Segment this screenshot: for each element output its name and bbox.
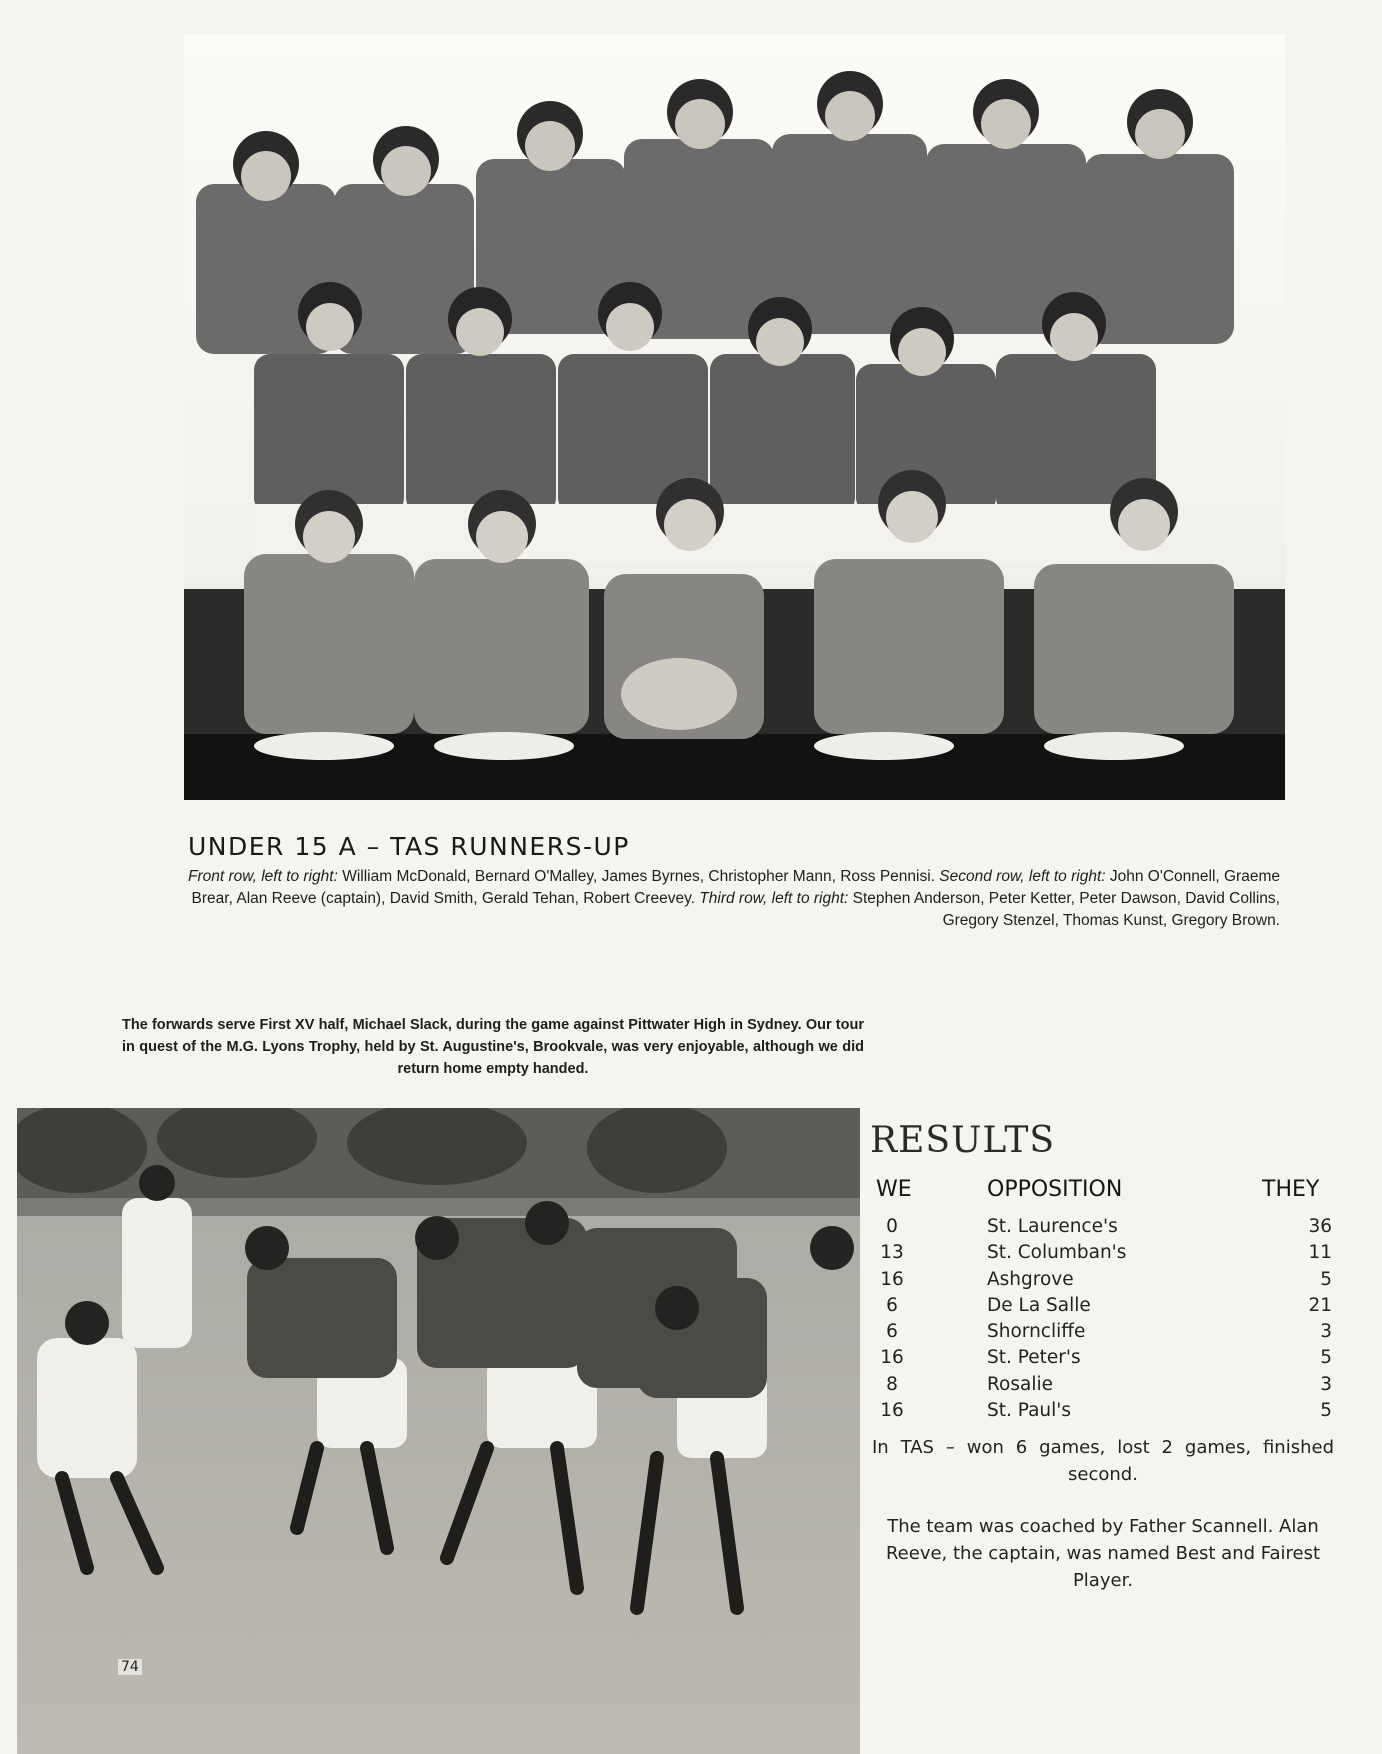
results-opposition: St. Columban's [987,1242,1127,1264]
results-we-score: 16 [880,1400,904,1422]
match-photo-caption: The forwards serve First XV half, Michael Slack, during the game against Pittwater High in Sydney. Our tour in quest of the M.G. Lyons Trophy, held by St. Augustine's, Brookvale, was very enjoyable, although we did return home empty handed. [122,1017,864,1077]
results-table [872,1216,1332,1426]
results-row [872,1295,1332,1321]
page-number: 74 [118,1659,142,1675]
results-we-score: 8 [886,1373,898,1395]
results-opposition: Rosalie [987,1373,1053,1395]
results-we-score: 6 [886,1321,898,1343]
results-opposition: Shorncliffe [987,1321,1086,1343]
results-opposition: Ashgrove [987,1268,1074,1290]
results-row [872,1347,1332,1373]
results-we-score: 16 [880,1347,904,1369]
results-row [872,1321,1332,1347]
results-opposition: St. Paul's [987,1400,1072,1422]
results-we-score: 16 [880,1268,904,1290]
coach-note: The team was coached by Father Scannell. Alan Reeve, the captain, was named Best and Fairest Player. [885,1516,1321,1591]
team-photograph [184,34,1285,800]
results-they-score: 5 [1320,1268,1332,1290]
results-they-score: 5 [1320,1400,1332,1422]
match-photo-image [17,1108,860,1754]
season-summary: In TAS – won 6 games, lost 2 games, finished second. [872,1437,1334,1485]
third-row-label: Third row, left to right: [699,890,849,907]
front-row-names: William McDonald, Bernard O'Malley, James Byrnes, Christopher Mann, Ross Pennisi. [342,868,935,885]
rugby-ball-shape [621,658,737,730]
results-header-opposition: OPPOSITION [987,1177,1123,1202]
team-photo-caption [188,866,1280,932]
results-row [872,1269,1332,1295]
results-opposition: St. Peter's [987,1347,1081,1369]
third-row-names: Stephen Anderson, Peter Ketter, Peter Dawson, David Collins, Gregory Stenzel, Thomas Kunst, Gregory Brown. [852,890,1280,929]
results-we-score: 0 [886,1216,898,1237]
results-header-they: THEY [1262,1177,1320,1202]
results-they-score: 3 [1320,1321,1332,1343]
results-they-score: 21 [1308,1294,1332,1316]
results-they-score: 36 [1308,1216,1332,1237]
results-opposition: St. Laurence's [987,1216,1118,1237]
team-photo-image [184,34,1285,800]
results-row [872,1400,1332,1426]
results-they-score: 11 [1308,1242,1332,1264]
results-title: RESULTS [870,1120,1056,1161]
results-they-score: 5 [1320,1347,1332,1369]
results-header-we: WE [876,1177,912,1202]
second-row-names: John O'Connell, Graeme Brear, Alan Reeve (captain), David Smith, Gerald Tehan, Robert Creevey. [191,868,1280,907]
results-we-score: 6 [886,1294,898,1316]
results-row [872,1374,1332,1400]
team-photo-title: UNDER 15 A – TAS RUNNERS-UP [188,832,630,861]
results-row [872,1242,1332,1268]
front-row-label: Front row, left to right: [188,868,338,885]
results-row [872,1216,1332,1242]
results-we-score: 13 [880,1242,904,1264]
results-opposition: De La Salle [987,1294,1091,1316]
second-row-label: Second row, left to right: [939,868,1106,885]
results-they-score: 3 [1320,1373,1332,1395]
match-photograph [17,1108,860,1754]
